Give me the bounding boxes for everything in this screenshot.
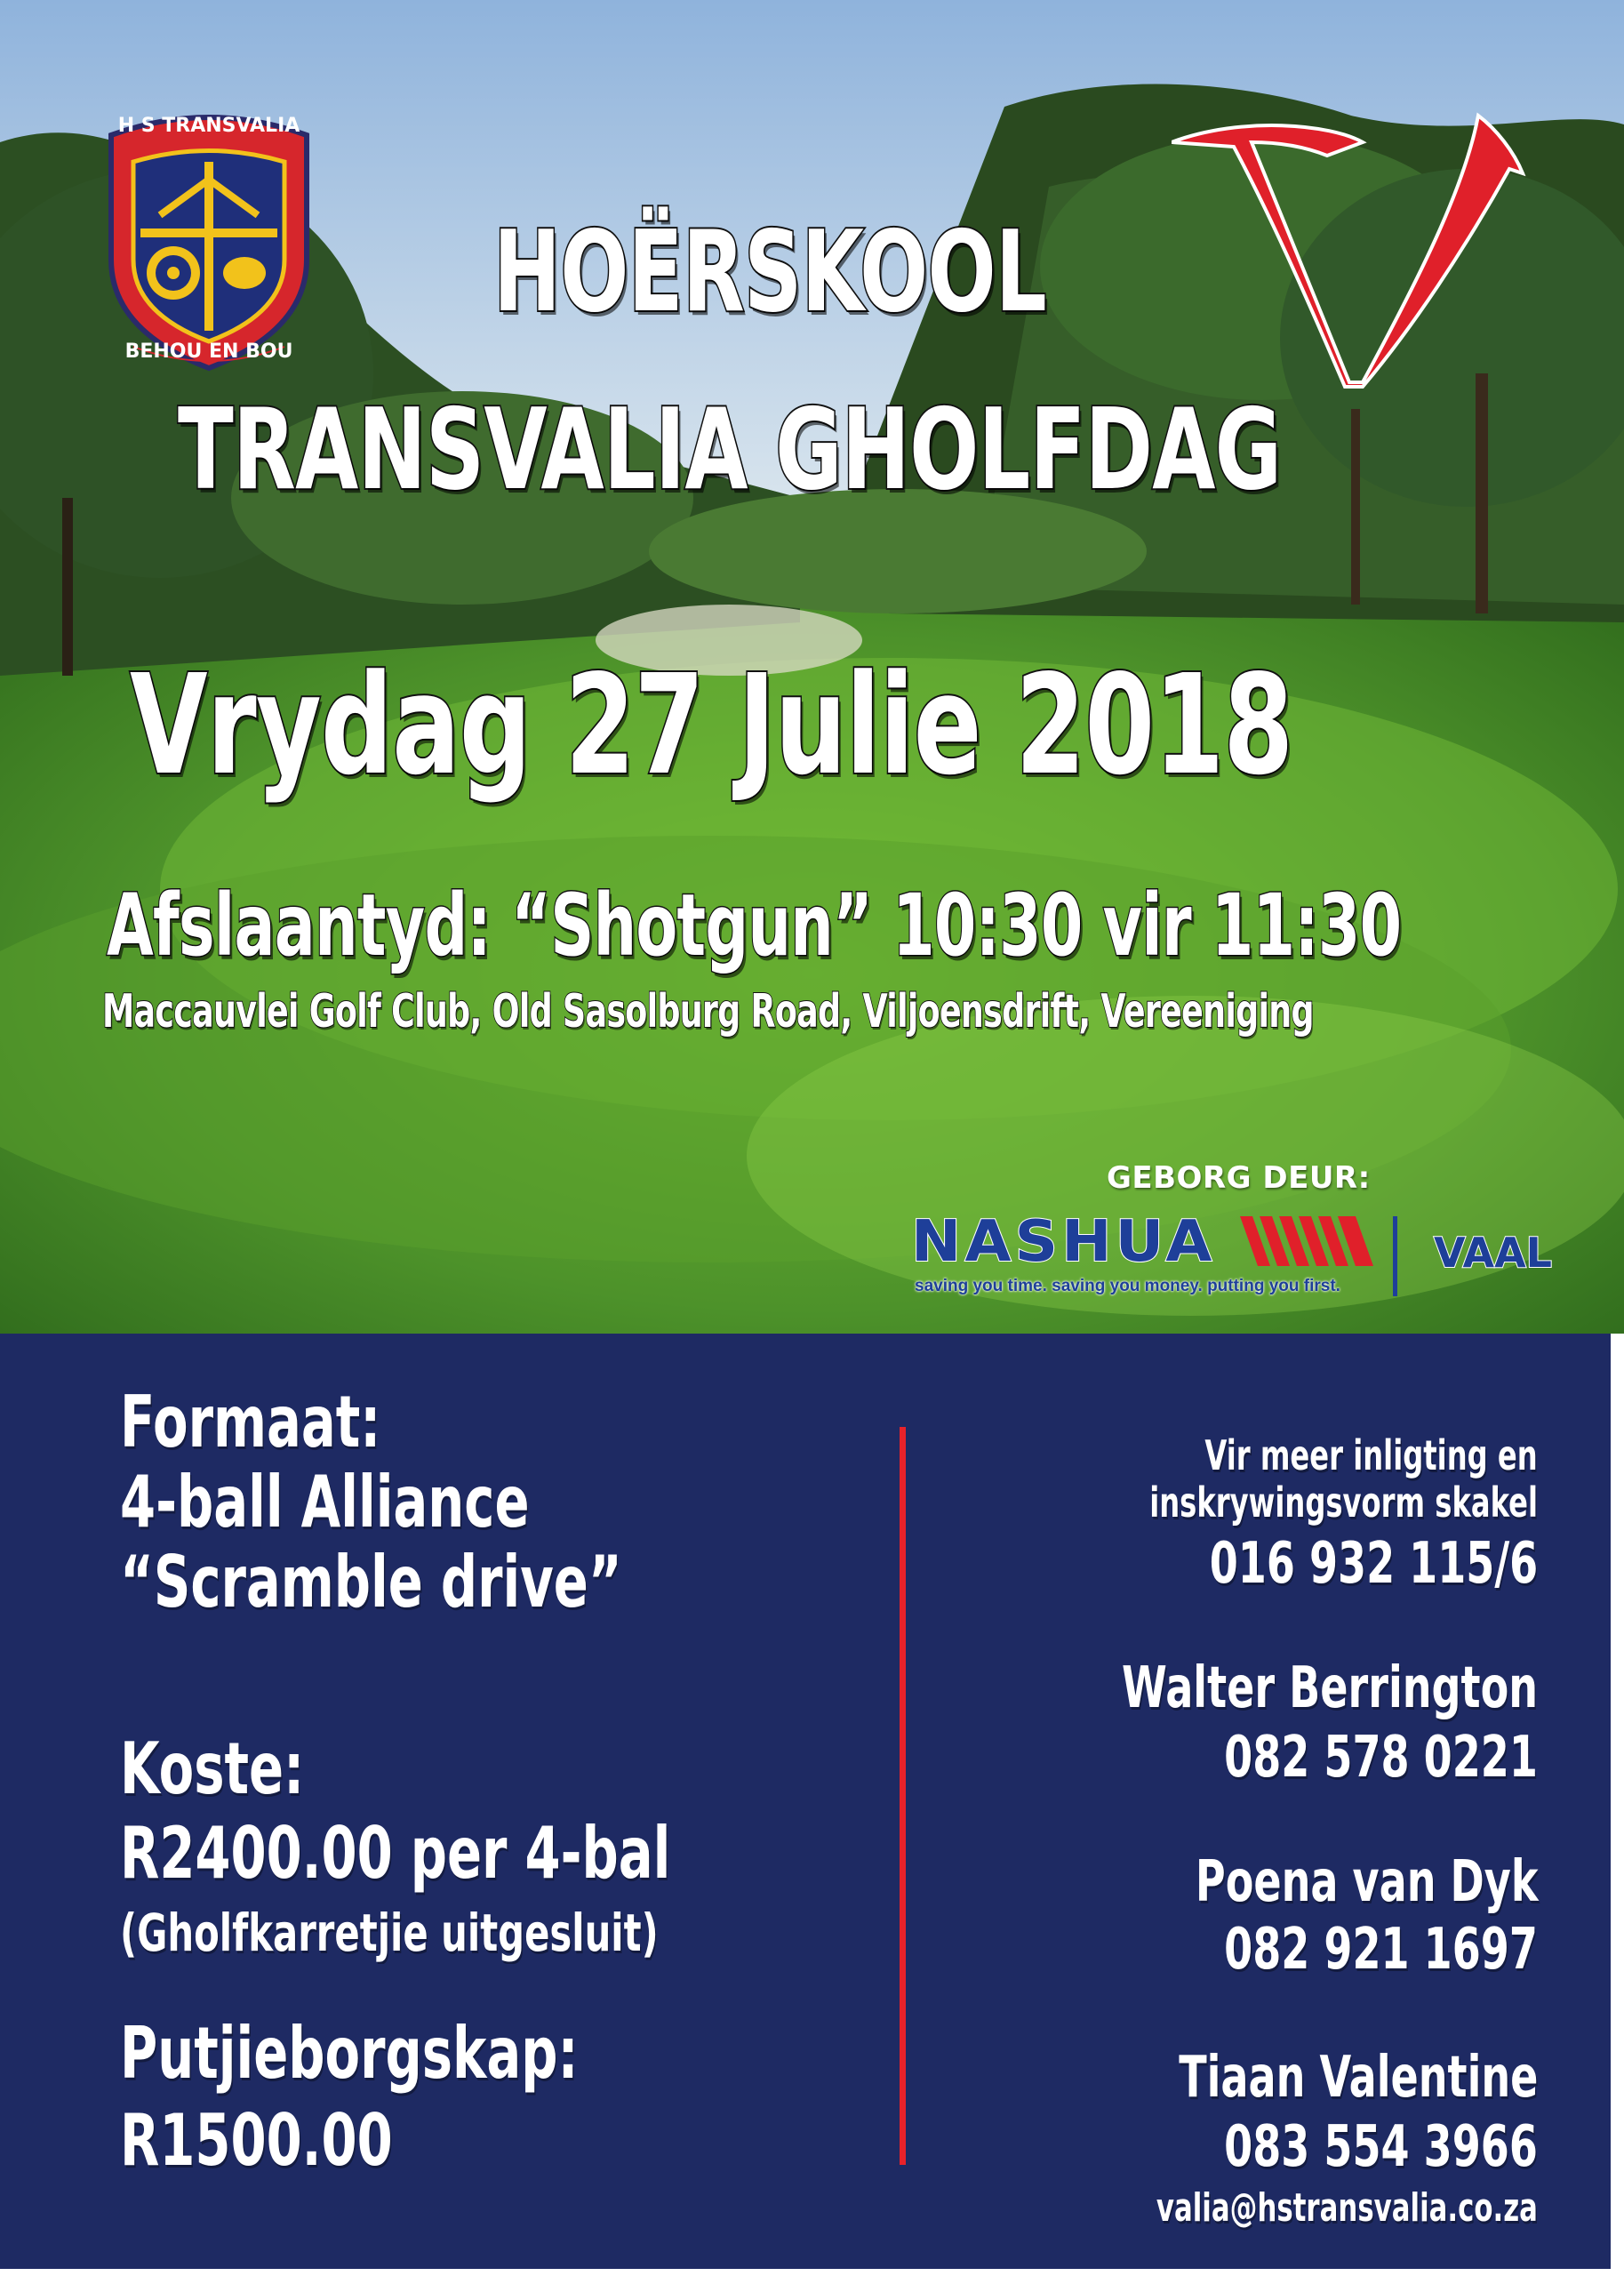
info-panel: [0, 1334, 1611, 2269]
nashua-stripes-icon: [1240, 1216, 1373, 1266]
format-line-2: “Scramble drive”: [120, 1541, 622, 1623]
sponsor-logos: [911, 1209, 1596, 1316]
sponsor-label: GEBORG DEUR:: [1107, 1160, 1371, 1196]
contact-phone-2: 082 921 1697: [1224, 1917, 1538, 1983]
crest-bottom-text: BEHOU EN BOU: [124, 341, 293, 363]
transvalia-v-logo-icon: [1172, 89, 1527, 391]
contact-name-2: Poena van Dyk: [1195, 1849, 1538, 1915]
cost-heading: Koste:: [120, 1727, 305, 1810]
contact-name-1: Walter Berrington: [1121, 1655, 1538, 1721]
crest-top-text: H S TRANSVALIA: [117, 115, 300, 137]
office-phone: 016 932 115/6: [1209, 1531, 1538, 1597]
info-line-1: Vir meer inligting en: [1204, 1431, 1538, 1479]
info-line-2: inskrywingsvorm skakel: [1149, 1479, 1538, 1527]
nashua-logo-text: NASHUA: [911, 1209, 1216, 1275]
venue-address: Maccauvlei Golf Club, Old Sasolburg Road, Viljoensdrift, Vereeniging: [102, 985, 1314, 1038]
nashua-tagline: saving you time. saving you money. putting you first.: [915, 1277, 1340, 1295]
contact-phone-3: 083 554 3966: [1224, 2114, 1538, 2180]
cost-note: (Gholfkarretjie uitgesluit): [120, 1903, 659, 1963]
vaal-text: VAAL: [1434, 1229, 1552, 1277]
format-heading: Formaat:: [120, 1381, 381, 1463]
hole-sponsorship-value: R1500.00: [120, 2099, 393, 2182]
title-line-2: TRANSVALIA GHOLFDAG: [178, 384, 1282, 515]
title-line-1: HOËRSKOOL: [493, 206, 1047, 337]
hole-sponsorship-heading: Putjieborgskap:: [120, 2012, 579, 2095]
cost-value: R2400.00 per 4-bal: [120, 1812, 671, 1895]
red-divider: [900, 1427, 906, 2165]
event-date: Vrydag 27 Julie 2018: [130, 645, 1293, 805]
contact-email[interactable]: valia@hstransvalia.co.za: [1156, 2185, 1538, 2231]
format-line-1: 4-ball Alliance: [120, 1461, 530, 1543]
contact-name-3: Tiaan Valentine: [1178, 2045, 1538, 2111]
school-crest-icon: [98, 108, 320, 375]
sponsor-divider: [1393, 1216, 1397, 1296]
tee-time: Afslaantyd: “Shotgun” 10:30 vir 11:30: [107, 876, 1402, 975]
contact-phone-1: 082 578 0221: [1224, 1725, 1538, 1791]
